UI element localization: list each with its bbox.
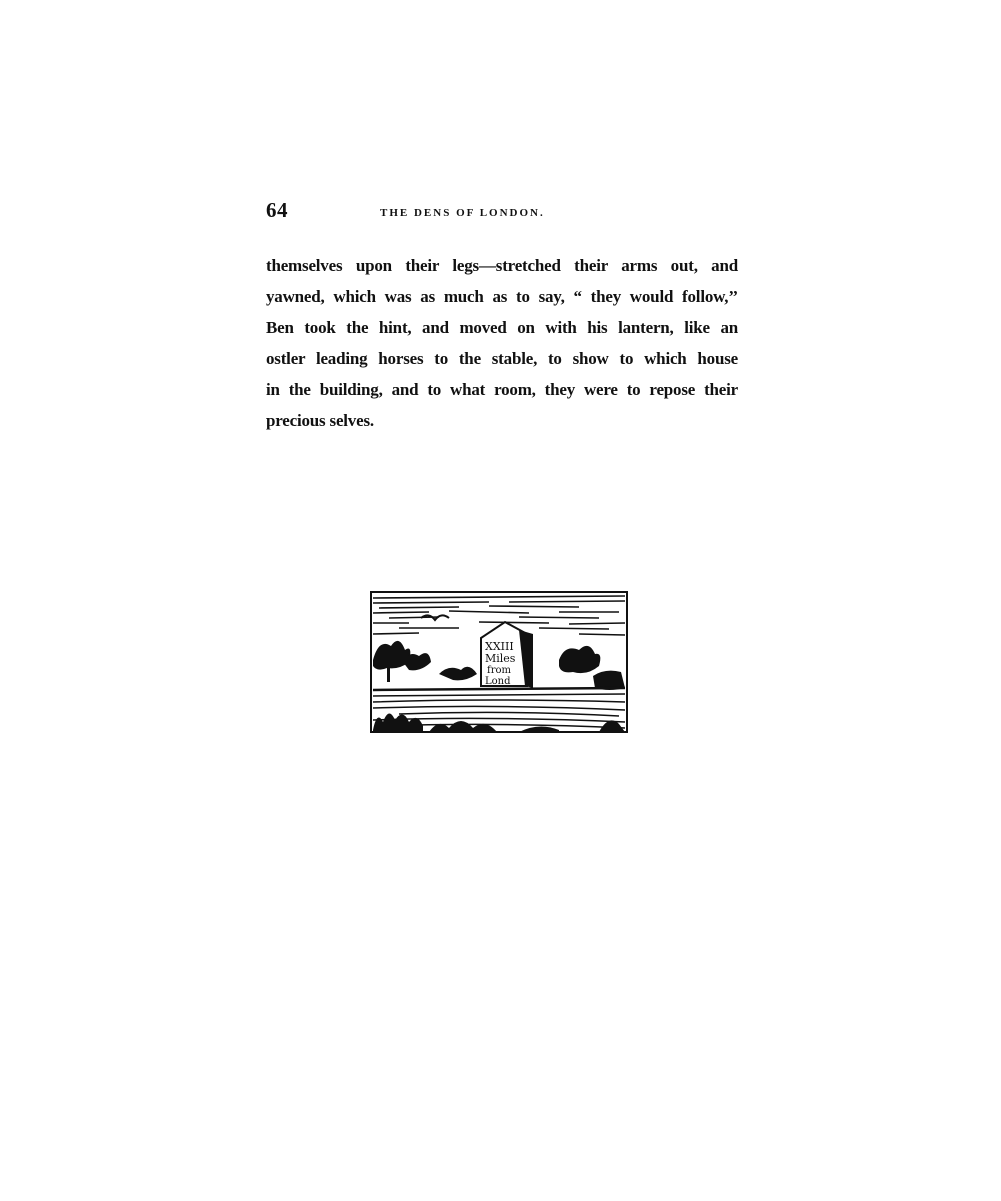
text-line: precious selves. [266, 411, 374, 430]
text-line: themselves upon their legs—stretched their arms out, and [266, 256, 738, 275]
milestone-line-3: from [487, 665, 511, 676]
text-line: Ben took the hint, and moved on with his lantern, like an [266, 318, 738, 337]
page-number: 64 [266, 198, 288, 222]
milestone-line-1: XXIII [485, 640, 514, 653]
text-line: in the building, and to what room, they were to repose their [266, 380, 738, 399]
milestone-line-2: Miles [485, 652, 516, 665]
milestone-engraving [369, 590, 631, 736]
running-head: THE DENS OF LONDON. [380, 207, 545, 219]
engraving-image [369, 590, 631, 736]
body-paragraph [266, 250, 738, 436]
text-line: ostler leading horses to the stable, to show to which house [266, 349, 738, 368]
text-line: yawned, which was as much as to say, “ they would follow,’’ [266, 287, 738, 306]
milestone-line-4: Lond [485, 676, 511, 687]
